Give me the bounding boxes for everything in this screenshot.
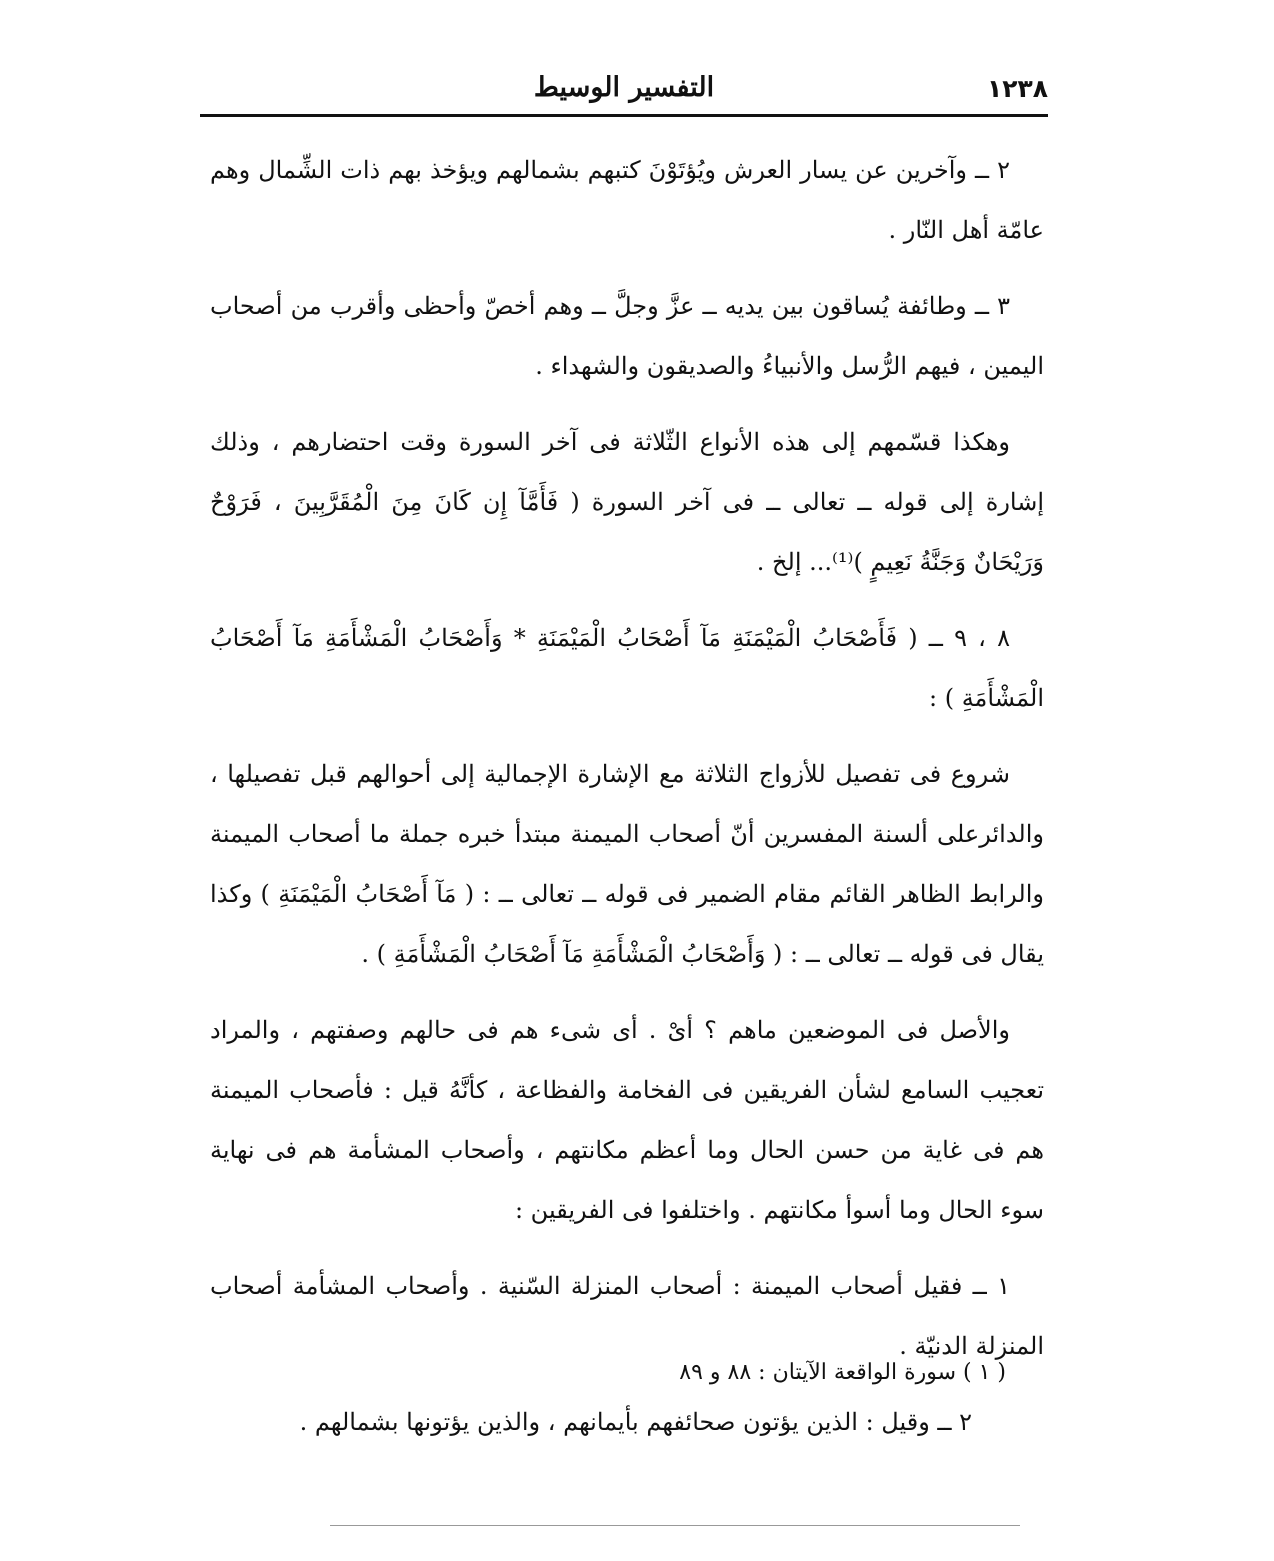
paragraph-group-2: ٢ ــ وآخرين عن يسار العرش ويُؤتَوْنَ كتبهم بشمالهم ويؤخذ بهم ذات الشِّمال وهم عامّة أهل النّار . [210, 156, 1044, 244]
bottom-rule [330, 1525, 1020, 1526]
paragraph-origin: والأصل فى الموضعين ماهم ؟ أىْ . أى شىء هم فى حالهم وصفتهم ، والمراد تعجيب السامع لشأن الفريقين فى الفخامة والفظاعة ، كأنَّهُ قيل : فأصحاب الميمنة هم فى غاية من حسن الحال وما أعظم مكانتهم ، وأصحاب المشأمة هم فى نهاية سوء الحال وما أسوأ مكانتهم . واختلفوا فى الفريقين : [210, 1016, 1044, 1224]
body-text [210, 140, 1044, 1468]
paragraph-opinion-2: ٢ ــ وقيل : الذين يؤتون صحائفهم بأيمانهم ، والذين يؤتونها بشمالهم . [299, 1408, 972, 1436]
running-title: التفسير الوسيط [533, 72, 715, 103]
header-rule [200, 114, 1048, 117]
paragraph-verses-8-9: ٨ ، ٩ ــ ( فَأَصْحَابُ الْمَيْمَنَةِ مَآ أَصْحَابُ الْمَيْمَنَةِ * وَأَصْحَابُ الْمَشْأَمَةِ مَآ أَصْحَابُ الْمَشْأَمَةِ ) : [210, 624, 1044, 712]
paragraph-three-kinds: وهكذا قسّمهم إلى هذه الأنواع الثّلاثة فى آخر السورة وقت احتضارهم ، وذلك إشارة إلى قوله ــ تعالى ــ فى آخر السورة ( فَأَمَّآ إِن كَانَ مِنَ الْمُقَرَّبِينَ ، فَرَوْحٌ وَرَيْحَانٌ وَجَنَّةُ نَعِيمٍ )⁽¹⁾... إلخ . [210, 428, 1044, 576]
paragraph-explanation: شروع فى تفصيل للأزواج الثلاثة مع الإشارة الإجمالية إلى أحوالهم قبل تفصيلها ، والدائرعلى ألسنة المفسرين أنّ أصحاب الميمنة مبتدأ خبره جملة ما أصحاب الميمنة والرابط الظاهر القائم مقام الضمير فى قوله ــ تعالى ــ : ( مَآ أَصْحَابُ الْمَيْمَنَةِ ) وكذا يقال فى قوله ــ تعالى ــ : ( وَأَصْحَابُ الْمَشْأَمَةِ مَآ أَصْحَابُ الْمَشْأَمَةِ ) . [210, 760, 1044, 968]
page-header [200, 70, 1048, 114]
page-number: ١٢٣٨ [986, 74, 1048, 103]
footnote: ( ١ ) سورة الواقعة الآيتان : ٨٨ و ٨٩ [679, 1360, 1006, 1385]
paragraph-group-3: ٣ ــ وطائفة يُساقون بين يديه ــ عزَّ وجلَّ ــ وهم أخصّ وأحظى وأقرب من أصحاب اليمين ، فيهم الرُّسل والأنبياءُ والصديقون والشهداء . [210, 292, 1044, 380]
paragraph-opinion-1: ١ ــ فقيل أصحاب الميمنة : أصحاب المنزلة السّنية . وأصحاب المشأمة أصحاب المنزلة الدنيّة . [210, 1272, 1044, 1360]
